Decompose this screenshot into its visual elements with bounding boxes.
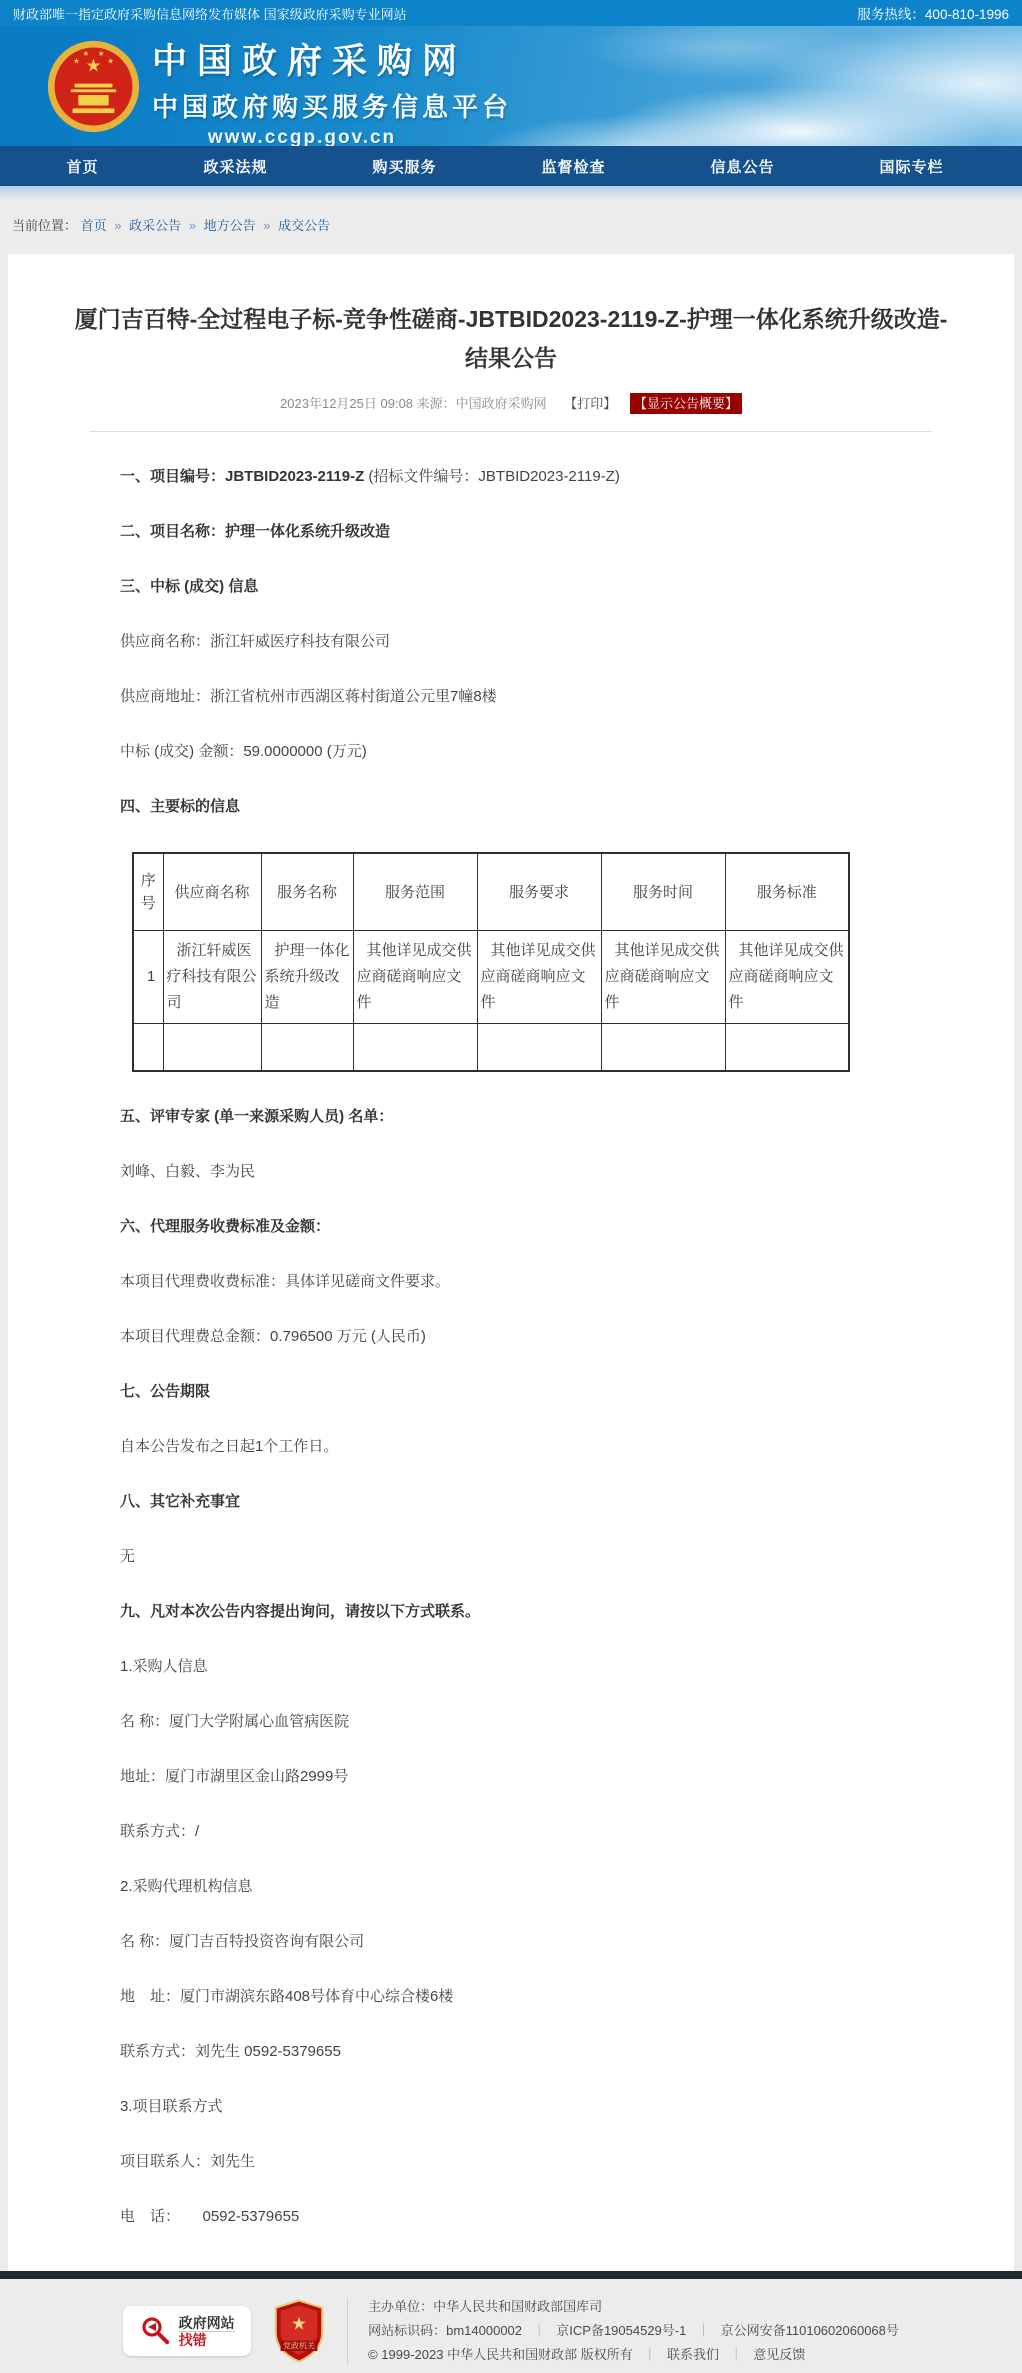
announcement-paragraph bbox=[90, 1272, 936, 1292]
paragraph-bold-text: 三、中标 (成交) 信息 bbox=[120, 578, 259, 595]
nav-item-home[interactable]: 首页 bbox=[66, 158, 99, 176]
table-cell bbox=[163, 1024, 261, 1072]
announcement-paragraph bbox=[90, 2097, 936, 2117]
announcement-paragraph bbox=[90, 1437, 936, 1457]
announcement-paragraph bbox=[90, 1217, 936, 1237]
table-row bbox=[133, 1024, 849, 1072]
footer bbox=[0, 2279, 1022, 2373]
breadcrumb-local[interactable]: 地方公告 bbox=[203, 218, 256, 233]
announcement-container bbox=[8, 254, 1014, 2271]
announcement-paragraph bbox=[90, 2207, 936, 2227]
paragraph-bold-text: 二、项目名称：护理一体化系统升级改造 bbox=[120, 523, 391, 540]
party-gov-badge[interactable] bbox=[271, 2299, 327, 2363]
svg-text:★: ★ bbox=[97, 49, 105, 59]
nav-item-purchase-services[interactable]: 购买服务 bbox=[372, 158, 437, 176]
paragraph-bold-text: 四、主要标的信息 bbox=[120, 798, 241, 815]
svg-text:★: ★ bbox=[291, 2313, 307, 2334]
footer-divider bbox=[347, 2298, 348, 2364]
footer-separator: ｜ bbox=[532, 2323, 546, 2338]
paragraph-text: 名 称：厦门吉百特投资咨询有限公司 bbox=[120, 1933, 365, 1950]
icp-number: 京ICP备19054529号-1 bbox=[556, 2323, 687, 2338]
announcement-paragraph bbox=[90, 687, 936, 707]
topbar-hotline bbox=[857, 3, 1009, 23]
table-cell: 其他详见成交供应商磋商响应文件 bbox=[601, 931, 725, 1024]
table-cell bbox=[477, 1024, 601, 1072]
hotline-number: 400-810-1996 bbox=[924, 7, 1009, 22]
find-error-line1: 政府网站 bbox=[178, 2314, 235, 2331]
table-header-cell: 服务范围 bbox=[353, 853, 477, 931]
show-summary-button[interactable]: 【显示公告概要】 bbox=[630, 393, 742, 414]
svg-text:★: ★ bbox=[72, 56, 80, 66]
nav-item-policies[interactable]: 政采法规 bbox=[203, 158, 268, 176]
table-cell: 护理一体化系统升级改造 bbox=[261, 931, 353, 1024]
nav-item-announcements[interactable]: 信息公告 bbox=[710, 158, 775, 176]
announcement-paragraph bbox=[90, 1987, 936, 2007]
table-header-cell: 服务标准 bbox=[725, 853, 849, 931]
footer-registration bbox=[368, 2319, 899, 2343]
breadcrumb bbox=[0, 200, 1022, 254]
paragraph-text: 名 称：厦门大学附属心血管病医院 bbox=[120, 1713, 350, 1730]
table-cell: 其他详见成交供应商磋商响应文件 bbox=[725, 931, 849, 1024]
magnifier-icon bbox=[140, 2315, 172, 2347]
site-title-block bbox=[152, 34, 512, 146]
paragraph-text: 中标 (成交) 金额：59.0000000 (万元) bbox=[120, 743, 367, 760]
table-cell: 其他详见成交供应商磋商响应文件 bbox=[353, 931, 477, 1024]
nav-item-international[interactable]: 国际专栏 bbox=[879, 158, 944, 176]
paragraph-text: 联系方式：刘先生 0592-5379655 bbox=[120, 2043, 341, 2060]
announcement-paragraph bbox=[90, 1767, 936, 1787]
footer-text bbox=[368, 2295, 899, 2367]
announcement-paragraph bbox=[90, 797, 936, 817]
footer-separator: ｜ bbox=[643, 2347, 657, 2362]
table-row bbox=[133, 931, 849, 1024]
article-source: 来源：中国政府采购网 bbox=[416, 396, 547, 411]
announcement-paragraph bbox=[90, 1492, 936, 1512]
announcement-paragraph bbox=[90, 2042, 936, 2062]
national-emblem-icon bbox=[46, 39, 141, 134]
announcement-paragraph bbox=[90, 1382, 936, 1402]
paragraph-text: 地 址：厦门市湖滨东路408号体育中心综合楼6楼 bbox=[120, 1988, 454, 2005]
svg-text:★: ★ bbox=[85, 55, 102, 76]
topbar bbox=[0, 0, 1022, 26]
article-meta bbox=[8, 393, 1014, 412]
paragraph-text: 供应商地址：浙江省杭州市西湖区蒋村街道公元里7幢8楼 bbox=[120, 688, 497, 705]
announcement-paragraph bbox=[90, 1932, 936, 1952]
paragraph-bold-text: 八、其它补充事宜 bbox=[120, 1493, 241, 1510]
announcement-paragraph bbox=[90, 1877, 936, 1897]
breadcrumb-label: 当前位置： bbox=[12, 218, 78, 233]
footer-copyright-line bbox=[368, 2343, 899, 2367]
page-title: 厦门吉百特-全过程电子标-竞争性磋商-JBTBID2023-2119-Z-护理一体化系统升级改造-结果公告 bbox=[74, 306, 948, 371]
breadcrumb-separator: » bbox=[263, 218, 271, 233]
publish-datetime: 2023年12月25日 09:08 bbox=[280, 396, 414, 411]
table-header-row bbox=[133, 853, 849, 931]
breadcrumb-separator: » bbox=[114, 218, 122, 233]
site-name: 中国政府采购网 bbox=[152, 42, 468, 81]
paragraph-text: 1.采购人信息 bbox=[120, 1658, 208, 1675]
announcement-paragraph bbox=[90, 1657, 936, 1677]
footer-separator: ｜ bbox=[729, 2347, 743, 2362]
paragraph-bold-text: 九、凡对本次公告内容提出询问，请按以下方式联系。 bbox=[120, 1603, 481, 1620]
footer-separator: ｜ bbox=[696, 2323, 710, 2338]
announcement-paragraph bbox=[90, 577, 936, 597]
paragraph-bold-text: 一、项目编号：JBTBID2023-2119-Z bbox=[120, 468, 365, 485]
feedback-link[interactable]: 意见反馈 bbox=[753, 2347, 806, 2362]
site-id: 网站标识码：bm14000002 bbox=[368, 2323, 523, 2338]
find-error-badge-text bbox=[179, 2315, 235, 2348]
table-header-cell: 服务要求 bbox=[477, 853, 601, 931]
table-header-cell: 服务时间 bbox=[601, 853, 725, 931]
print-button[interactable]: 【打印】 bbox=[564, 396, 617, 411]
table-cell: 其他详见成交供应商磋商响应文件 bbox=[477, 931, 601, 1024]
announcement-paragraph bbox=[90, 1327, 936, 1347]
party-gov-badge-label: 党政机关 bbox=[283, 2341, 316, 2351]
table-header-cell: 服务名称 bbox=[261, 853, 353, 931]
svg-text:★: ★ bbox=[107, 56, 115, 66]
contact-us-link[interactable]: 联系我们 bbox=[666, 2347, 719, 2362]
svg-text:★: ★ bbox=[82, 49, 90, 59]
paragraph-text: 3.项目联系方式 bbox=[120, 2098, 223, 2115]
announcement-paragraph bbox=[90, 1602, 936, 1622]
site-url: www.ccgp.gov.cn bbox=[207, 127, 397, 146]
announcement-paragraph bbox=[90, 632, 936, 652]
paragraph-text: (招标文件编号：JBTBID2023-2119-Z) bbox=[364, 468, 620, 485]
table-cell bbox=[601, 1024, 725, 1072]
title-divider bbox=[90, 431, 932, 432]
hotline-label: 服务热线： bbox=[857, 7, 925, 22]
announcement-paragraph bbox=[90, 2152, 936, 2172]
paragraph-bold-text: 七、公告期限 bbox=[120, 1383, 211, 1400]
table-header-cell: 供应商名称 bbox=[163, 853, 261, 931]
article-body-bottom bbox=[90, 1107, 936, 2227]
nav-item-supervision[interactable]: 监督检查 bbox=[541, 158, 606, 176]
paragraph-text: 自本公告发布之日起1个工作日。 bbox=[120, 1438, 339, 1455]
paragraph-bold-text: 六、代理服务收费标准及金额： bbox=[120, 1218, 331, 1235]
announcement-paragraph bbox=[90, 522, 936, 542]
copyright: © 1999-2023 中华人民共和国财政部 版权所有 bbox=[368, 2347, 633, 2362]
table-cell: 浙江轩威医疗科技有限公司 bbox=[163, 931, 261, 1024]
breadcrumb-home[interactable]: 首页 bbox=[80, 218, 107, 233]
footer-organizer: 主办单位：中华人民共和国财政部国库司 bbox=[368, 2299, 603, 2314]
shield-icon bbox=[271, 2299, 327, 2363]
breadcrumb-announcements[interactable]: 政采公告 bbox=[129, 218, 182, 233]
find-error-badge[interactable] bbox=[123, 2306, 251, 2356]
announcement-paragraph bbox=[90, 1547, 936, 1567]
security-number: 京公网安备11010602060068号 bbox=[720, 2323, 899, 2338]
announcement-paragraph bbox=[90, 1822, 936, 1842]
paragraph-bold-text: 五、评审专家 (单一来源采购人员) 名单： bbox=[120, 1108, 394, 1125]
table-cell bbox=[133, 1024, 163, 1072]
table-header-cell: 序号 bbox=[133, 853, 163, 931]
table-cell bbox=[725, 1024, 849, 1072]
footer-inner bbox=[0, 2279, 1022, 2367]
site-header bbox=[0, 26, 1022, 146]
paragraph-text: 联系方式：/ bbox=[120, 1823, 200, 1840]
table-cell bbox=[353, 1024, 477, 1072]
article-body bbox=[8, 467, 1014, 2227]
announcement-paragraph bbox=[90, 742, 936, 762]
paragraph-text: 本项目代理费收费标准：具体详见磋商文件要求。 bbox=[120, 1273, 451, 1290]
paragraph-text: 无 bbox=[120, 1548, 136, 1565]
announcement-paragraph bbox=[90, 1712, 936, 1732]
paragraph-text: 刘峰、白毅、李为民 bbox=[120, 1163, 256, 1180]
article-body-top bbox=[90, 467, 936, 817]
breadcrumb-separator: » bbox=[188, 218, 197, 233]
main-nav bbox=[0, 146, 1022, 186]
main-table bbox=[132, 852, 850, 1072]
announcement-paragraph bbox=[90, 1162, 936, 1182]
announcement-paragraph bbox=[90, 467, 936, 487]
footer-strip bbox=[0, 2271, 1022, 2279]
paragraph-text: 地址：厦门市湖里区金山路2999号 bbox=[120, 1768, 349, 1785]
paragraph-text: 本项目代理费总金额：0.796500 万元 (人民币) bbox=[120, 1328, 426, 1345]
table-cell bbox=[261, 1024, 353, 1072]
find-error-line2: 找错 bbox=[179, 2331, 235, 2348]
nav-fade-strip bbox=[0, 186, 1022, 200]
topbar-slogan: 财政部唯一指定政府采购信息网络发布媒体 国家级政府采购专业网站 bbox=[13, 6, 407, 22]
announcement-paragraph bbox=[90, 1107, 936, 1127]
site-subtitle: 中国政府购买服务信息平台 bbox=[152, 92, 513, 122]
table-cell: 1 bbox=[133, 931, 163, 1024]
breadcrumb-current[interactable]: 成交公告 bbox=[278, 218, 331, 233]
paragraph-text: 供应商名称：浙江轩威医疗科技有限公司 bbox=[120, 633, 391, 650]
paragraph-text: 2.采购代理机构信息 bbox=[120, 1878, 253, 1895]
paragraph-text: 项目联系人：刘先生 bbox=[120, 2153, 256, 2170]
paragraph-text: 电 话： 0592-5379655 bbox=[120, 2208, 300, 2225]
